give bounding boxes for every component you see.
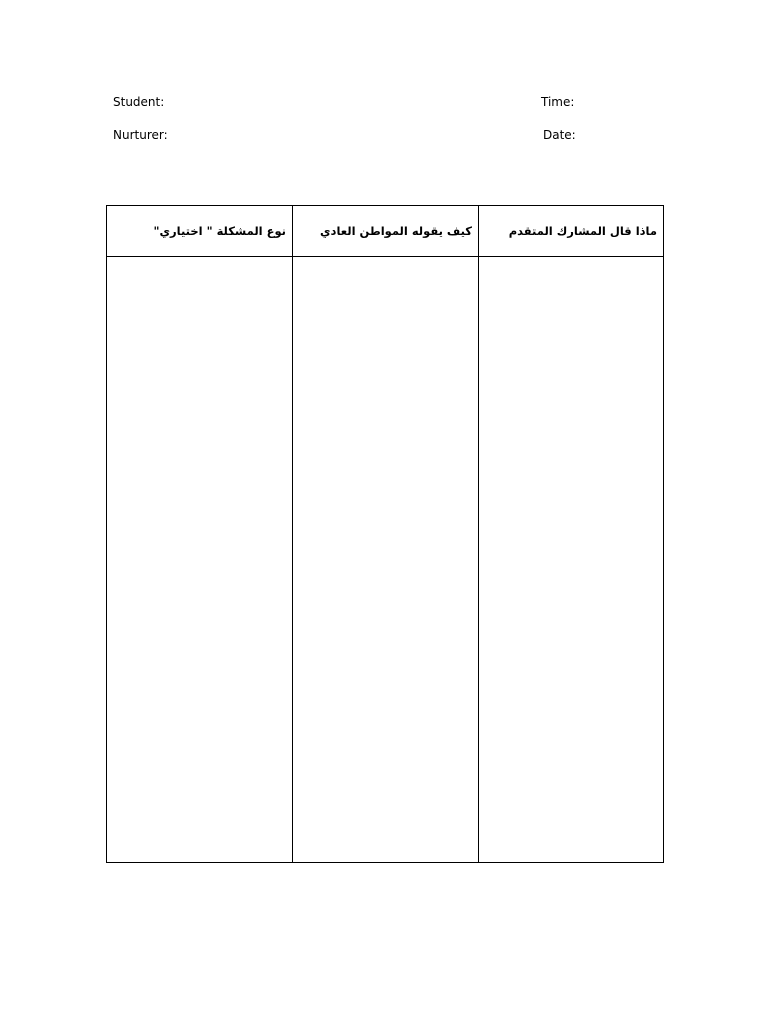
table-header-row (107, 206, 664, 257)
nurturer-label: Nurturer: (113, 128, 168, 142)
advanced-participant-cell[interactable] (479, 257, 664, 863)
student-label: Student: (113, 95, 165, 109)
table-row (107, 257, 664, 863)
ordinary-citizen-cell[interactable] (293, 257, 479, 863)
column-header-ordinary-citizen: كيف يقوله المواطن العادي (293, 206, 479, 257)
observation-table (106, 205, 664, 863)
date-label: Date: (543, 128, 576, 142)
time-label: Time: (541, 95, 575, 109)
column-header-advanced-participant: ماذا قال المشارك المتقدم (479, 206, 664, 257)
problem-type-cell[interactable] (107, 257, 293, 863)
column-header-problem-type: نوع المشكلة " اختياري" (107, 206, 293, 257)
